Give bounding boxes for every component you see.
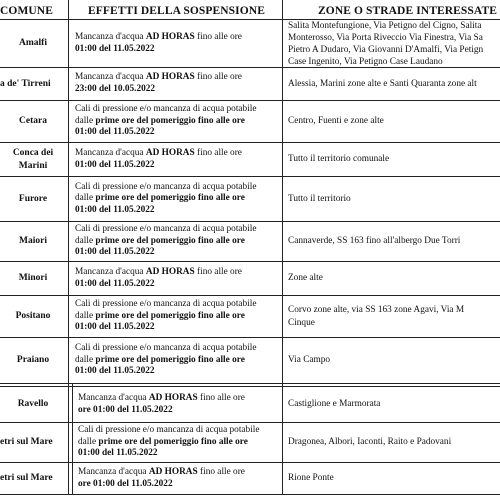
effetti-text: Mancanza d'acqua (75, 147, 144, 158)
cell-effetti (78, 387, 281, 422)
cell-comune (0, 338, 66, 383)
effetti-text: Cali di pressione e/o mancanza di acqua potabile (75, 181, 257, 192)
zone-line: Rione Ponte (288, 473, 334, 484)
cell-comune (0, 387, 66, 422)
column-divider (68, 0, 69, 494)
effetti-text: Cali di pressione e/o mancanza di acqua potabile (75, 104, 257, 115)
effetti-text: Mancanza d'acqua (75, 31, 144, 42)
effetti-text: fino alle ore (197, 466, 245, 477)
cell-zone (288, 143, 500, 176)
comune-name: Positano (15, 311, 51, 322)
cell-effetti (75, 20, 278, 67)
effetti-text: Mancanza d'acqua (78, 466, 147, 477)
cell-effetti (75, 296, 278, 337)
zone-line: Centro, Fuenti e zone alte (288, 116, 384, 127)
table-rule (0, 494, 500, 495)
effetti-bold: prime ore del pomeriggio fino alle ore (95, 115, 245, 126)
cell-zone (288, 101, 500, 142)
cell-zone (288, 177, 500, 221)
effetti-bold: prime ore del pomeriggio fino alle ore (95, 310, 245, 321)
effetti-date: ore 01:00 del 11.05.2022 (78, 478, 173, 489)
comune-name: Maiori (19, 236, 47, 247)
cell-comune (0, 177, 66, 221)
cell-zone (288, 338, 500, 383)
effetti-text: dalle (75, 193, 94, 204)
effetti-text: fino alle (194, 31, 228, 42)
cell-effetti (75, 222, 278, 261)
comune-name: a de' Tirreni (0, 78, 51, 89)
zone-line: Dragonea, Albori, Iaconti, Raito e Padovani (288, 437, 452, 448)
effetti-text: Cali di pressione e/o mancanza di acqua potabile (75, 343, 257, 354)
zone-line: Cinque (288, 317, 315, 328)
cell-comune (0, 101, 66, 142)
effetti-date: 01:00 del 11.05.2022 (78, 448, 158, 459)
column-divider (282, 0, 283, 494)
comune-name: Cetara (19, 116, 47, 127)
zone-line: Monterosso, Via Porta Riveccio Via Finestra, Via Sa (288, 32, 483, 43)
effetti-date: 01:00 del 11.05.2022 (75, 43, 155, 54)
effetti-text: Cali di pressione e/o mancanza di acqua potabile (75, 224, 257, 235)
effetti-text: dalle (75, 354, 94, 365)
cell-effetti (75, 262, 278, 295)
comune-name: etri sul Mare (0, 473, 53, 484)
effetti-text: dalle (78, 436, 97, 447)
comune-name: etri sul Mare (0, 437, 53, 448)
effetti-bold: prime ore del pomeriggio fino alle ore (98, 436, 248, 447)
table-rule (0, 383, 500, 384)
effetti-bold: AD HORAS (148, 392, 198, 403)
cell-zone (288, 296, 500, 337)
zone-line: Case Ingenito, Via Petigno Case Laudano (288, 57, 443, 67)
cell-comune (0, 20, 66, 67)
comune-name: Praiano (16, 355, 50, 366)
effetti-text: dalle (75, 115, 94, 126)
cell-zone (288, 387, 500, 422)
cell-zone (288, 21, 500, 67)
cell-comune (0, 463, 66, 494)
effetti-date: 01:00 del 11.05.2022 (75, 127, 155, 138)
cell-comune (0, 143, 66, 176)
comune-name: Minori (18, 273, 48, 284)
cell-zone (288, 262, 500, 295)
cell-effetti (75, 338, 278, 383)
header-effetti: EFFETTI DELLA SOSPENSIONE (88, 5, 265, 17)
cell-zone (288, 222, 500, 261)
effetti-text: Mancanza d'acqua (75, 266, 144, 277)
header-zone: ZONE O STRADE INTERESSATE (318, 5, 497, 17)
effetti-text: fino alle ore (194, 266, 242, 277)
effetti-date: ore 01:00 del 11.05.2022 (78, 404, 173, 415)
cell-effetti (78, 463, 281, 494)
effetti-bold: AD HORAS (145, 147, 195, 158)
zone-line: Cannaverde, SS 163 fino all'albergo Due Torri (288, 236, 461, 247)
effetti-date: 01:00 del 11.05.2022 (75, 159, 155, 170)
cell-effetti (75, 68, 278, 100)
cell-comune (0, 423, 66, 462)
column-divider (72, 383, 73, 494)
cell-effetti (75, 101, 278, 142)
zone-line: Tutto il territorio comunale (288, 154, 390, 165)
header-comune: COMUNE (0, 5, 53, 17)
effetti-date: 01:00 del 11.05.2022 (75, 366, 155, 377)
effetti-text: dalle (75, 235, 94, 246)
zone-line: Castiglione e Marmorata (288, 399, 381, 410)
effetti-date: 23:00 del 10.05.2022 (75, 84, 156, 94)
zone-line: Pietro A Dudaro, Via Giovanni D'Amalfi, Via Petign (288, 45, 484, 55)
cell-effetti (75, 177, 278, 221)
cell-zone (288, 463, 500, 494)
zone-line: Salita Montefungione, Via Petigno del Cigno, Salita (288, 21, 482, 31)
comune-name: Amalfi (19, 38, 47, 49)
effetti-text: Mancanza d'acqua (75, 72, 144, 83)
cell-comune (0, 222, 66, 261)
effetti-bold: prime ore del pomeriggio fino alle ore (95, 235, 245, 246)
effetti-bold: AD HORAS (145, 31, 195, 42)
effetti-date: 01:00 del 11.05.2022 (75, 204, 155, 215)
effetti-date: 01:00 del 11.05.2022 (75, 278, 155, 289)
effetti-text: ore (230, 31, 242, 42)
effetti-text: Cali di pressione e/o mancanza di acqua potabile (78, 425, 260, 436)
effetti-date: 01:00 del 11.05.2022 (75, 247, 155, 258)
zone-line: Tutto il territorio (288, 193, 351, 204)
effetti-bold: AD HORAS (145, 72, 195, 83)
cell-effetti (75, 143, 278, 176)
comune-name: Conca dei (12, 147, 54, 158)
effetti-text: Mancanza d'acqua (78, 392, 147, 403)
effetti-text: dalle (75, 310, 94, 321)
comune-name: Marini (18, 160, 48, 171)
cell-comune (0, 262, 66, 295)
cell-comune (0, 296, 66, 337)
effetti-text: fino alle ore (194, 72, 242, 83)
effetti-bold: AD HORAS (145, 266, 195, 277)
zone-line: Alessia, Marini zone alte e Santi Quaranta zone alt (288, 78, 477, 89)
cell-zone (288, 68, 500, 100)
effetti-date: 01:00 del 11.05.2022 (75, 322, 155, 333)
effetti-text: fino alle ore (197, 392, 245, 403)
cell-zone (288, 423, 500, 462)
effetti-bold: prime ore del pomeriggio fino alle ore (95, 354, 245, 365)
cell-comune (0, 68, 66, 100)
cell-effetti (78, 423, 281, 462)
effetti-text: Cali di pressione e/o mancanza di acqua potabile (75, 299, 257, 310)
zone-line: Zone alte (288, 273, 323, 284)
comune-name: Furore (18, 193, 48, 204)
zone-line: Via Campo (288, 355, 331, 366)
effetti-bold: prime ore del pomeriggio fino alle ore (95, 193, 245, 204)
zone-line: Corvo zone alte, via SS 163 zone Agavi, Via M (288, 305, 465, 316)
effetti-bold: AD HORAS (148, 466, 198, 477)
comune-name: Ravello (17, 399, 49, 410)
effetti-text: fino alle ore (194, 147, 242, 158)
